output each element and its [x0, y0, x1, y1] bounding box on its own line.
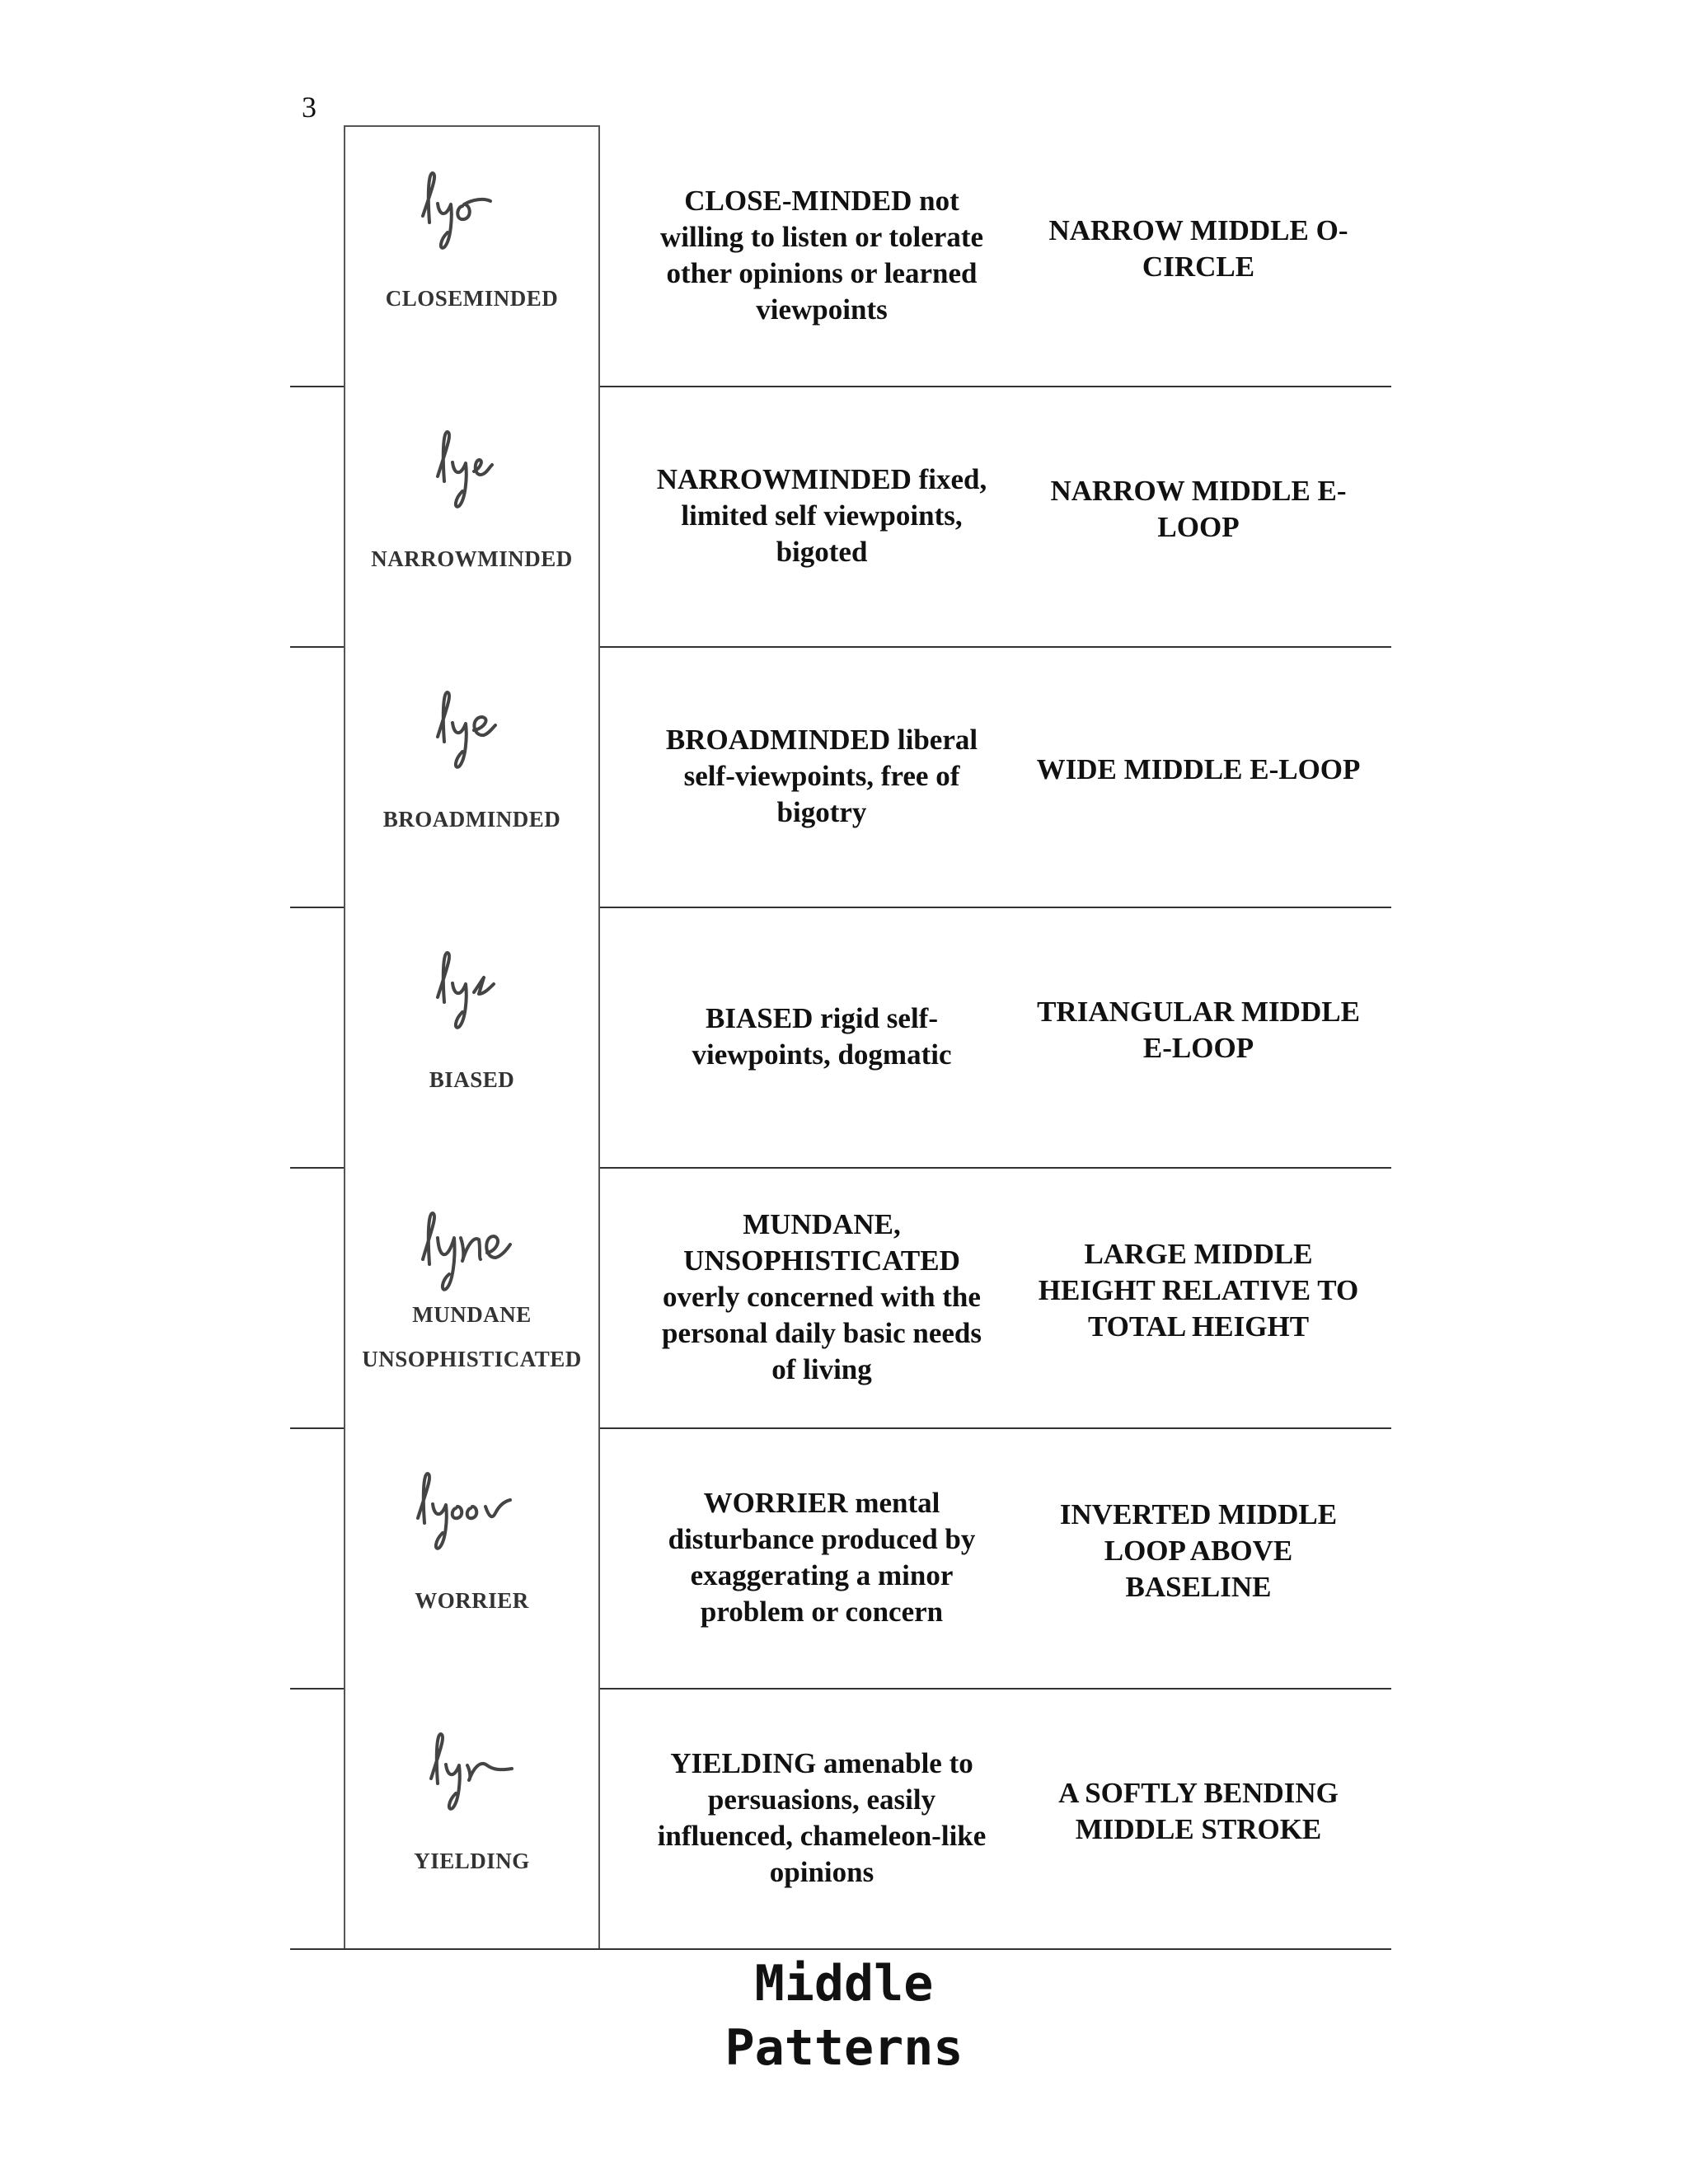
sample-caption: YIELDING [414, 1849, 530, 1873]
handwriting-sample-image [345, 409, 598, 524]
writing-pattern: LARGE MIDDLE HEIGHT RELATIVE TO TOTAL HEIGHT [1038, 1238, 1359, 1343]
trait-description: YIELDING amenable to persuasions, easily influenced, chameleon-like opinions [657, 1747, 987, 1888]
sample-caption: CLOSEMINDED [385, 286, 559, 311]
handwriting-sample-image [345, 669, 598, 785]
writing-pattern: WIDE MIDDLE E-LOOP [1036, 753, 1361, 785]
handwriting-sample-image [345, 1711, 598, 1826]
writing-pattern: NARROW MIDDLE E-LOOP [1050, 475, 1347, 543]
table-row [290, 1688, 1391, 1950]
writing-pattern: A SOFTLY BENDING MIDDLE STROKE [1058, 1777, 1339, 1845]
handwriting-sample [344, 386, 600, 646]
sample-caption: NARROWMINDED [371, 546, 573, 571]
handwriting-sample [344, 907, 600, 1167]
trait-description: WORRIER mental disturbance produced by exaggerating a minor problem or concern [668, 1487, 976, 1628]
writing-pattern: INVERTED MIDDLE LOOP ABOVE BASELINE [1059, 1498, 1338, 1603]
table-row [290, 1167, 1391, 1429]
handwriting-sample [344, 1427, 600, 1688]
sample-caption: MUNDANE UNSOPHISTICATED [362, 1302, 582, 1371]
writing-pattern: NARROW MIDDLE O-CIRCLE [1048, 214, 1348, 283]
sample-caption: BIASED [429, 1067, 515, 1092]
trait-description: CLOSE-MINDED not willing to listen or tolerate other opinions or learned viewpoints [659, 185, 984, 326]
handwriting-sample [344, 1688, 600, 1948]
handwriting-sample-image [345, 1190, 598, 1305]
trait-description: BIASED rigid self-viewpoints, dogmatic [692, 1002, 952, 1071]
writing-pattern: TRIANGULAR MIDDLE E-LOOP [1037, 996, 1360, 1064]
table-row [290, 125, 1391, 387]
trait-description: BROADMINDED liberal self-viewpoints, free of bigotry [665, 724, 978, 828]
table-row [290, 1427, 1391, 1690]
handwriting-sample [344, 125, 600, 386]
handwriting-sample [344, 646, 600, 907]
handwriting-sample-image [345, 930, 598, 1045]
sample-caption: BROADMINDED [382, 807, 561, 832]
sample-caption: WORRIER [415, 1588, 529, 1613]
handwriting-sample-image [345, 150, 598, 265]
handwriting-sample-image [345, 1451, 598, 1566]
table-row [290, 386, 1391, 648]
handwriting-sample [344, 1167, 600, 1427]
table-row [290, 646, 1391, 908]
page-number: 3 [302, 91, 316, 124]
trait-description: NARROWMINDED fixed, limited self viewpoints, bigoted [656, 463, 987, 568]
section-title: Middle Patterns [724, 1955, 964, 2077]
trait-description: MUNDANE, UNSOPHISTICATED overly concerned with the personal daily basic needs of living [662, 1208, 982, 1385]
table-row [290, 907, 1391, 1169]
